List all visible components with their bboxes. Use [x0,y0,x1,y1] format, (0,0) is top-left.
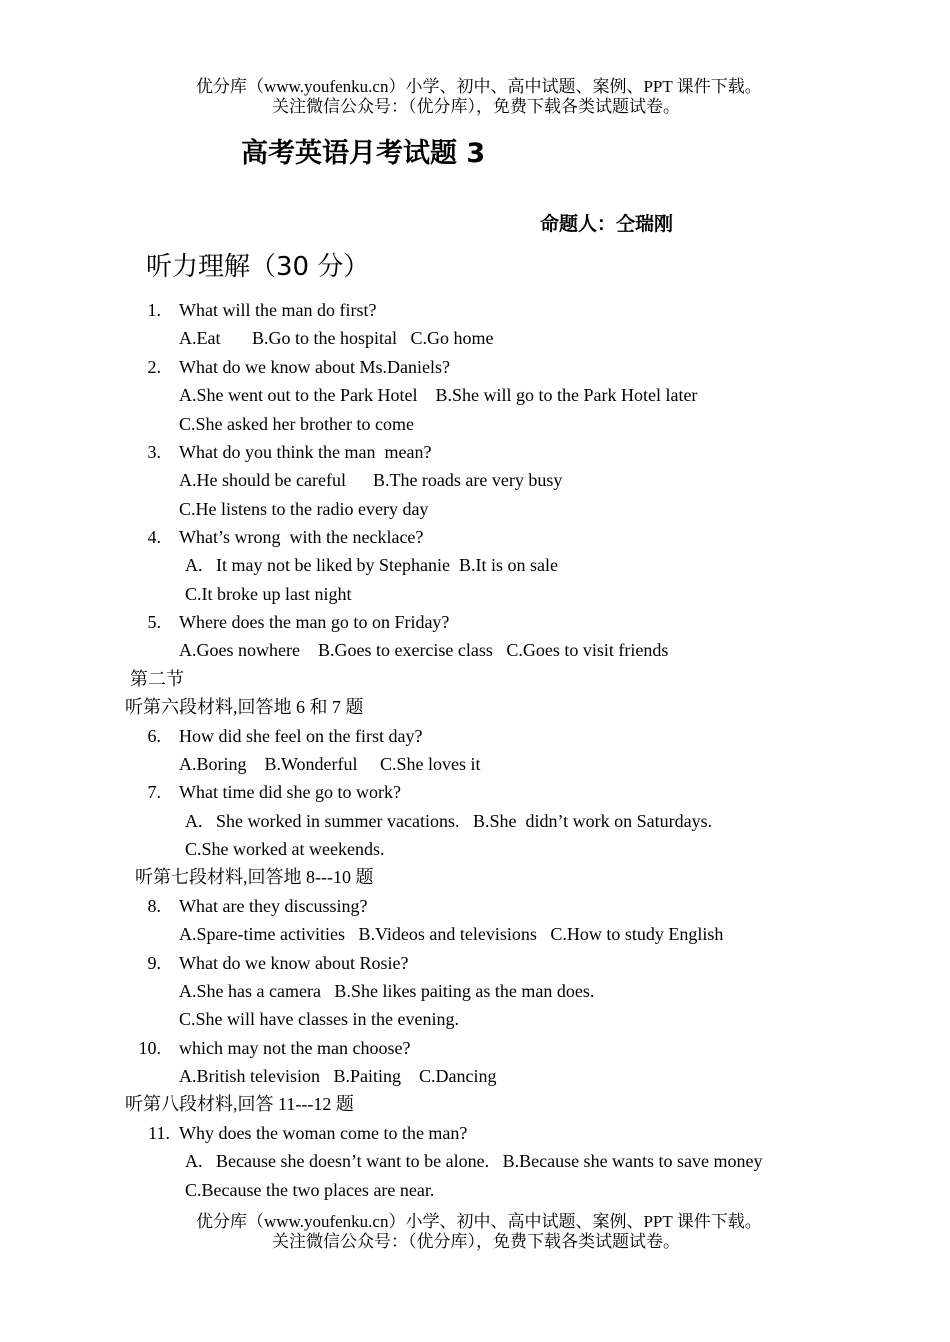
question-text: which may not the man choose? [179,1038,411,1058]
question-text: Why does the woman come to the man? [179,1123,468,1143]
question-text: What do you think the man mean? [179,442,432,462]
option-line: A. She worked in summer vacations. B.She didn’t work on Saturdays. [185,811,713,831]
option-line: A.She has a camera B.She likes paiting as the man does. [179,981,595,1001]
option-line: A.She went out to the Park Hotel B.She will go to the Park Hotel later [179,385,698,405]
header-line-2: 关注微信公众号：（优分库），免费下载各类试题试卷。 [272,97,680,116]
option-line: C.She will have classes in the evening. [179,1009,459,1029]
question-text: What time did she go to work? [179,782,401,802]
footer-line-1: 优分库（www.youfenku.cn）小学、初中、高中试题、案例、PPT 课件下载。 [196,1212,762,1231]
option-line: C.It broke up last night [185,584,352,604]
option-line: A. Because she doesn’t want to be alone. B.Because she wants to save money [185,1151,763,1171]
option-line: A.Spare-time activities B.Videos and televisions C.How to study English [179,924,724,944]
question-text: What’s wrong with the necklace? [179,527,424,547]
question-number: 3. [147,442,161,462]
author-line: 命题人：仝瑞刚 [540,213,674,235]
option-line: A.Boring B.Wonderful C.She loves it [179,754,481,774]
question-number: 9. [147,953,161,973]
page-title: 高考英语月考试题 3 [241,138,486,169]
question-number: 11. [148,1123,170,1143]
question-text: What do we know about Ms.Daniels? [179,357,450,377]
dialog-instruction: 听第七段材料,回答地 8---10 题 [135,867,374,887]
question-text: What do we know about Rosie? [179,953,409,973]
option-line: A.Goes nowhere B.Goes to exercise class C.Goes to visit friends [179,640,669,660]
option-line: C.He listens to the radio every day [179,499,429,519]
option-line: C.She worked at weekends. [185,839,385,859]
option-line: A.He should be careful B.The roads are very busy [179,470,563,490]
question-text: What will the man do first? [179,300,377,320]
question-number: 8. [147,896,161,916]
dialog-instruction: 听第六段材料,回答地 6 和 7 题 [125,697,364,717]
section-title: 听力理解（30 分） [146,252,370,282]
question-number: 1. [147,300,161,320]
subsection-heading: 第二节 [130,669,184,689]
option-line: A.Eat B.Go to the hospital C.Go home [179,328,494,348]
question-number: 2. [147,357,161,377]
option-line: C.She asked her brother to come [179,414,414,434]
question-number: 5. [147,612,161,632]
option-line: A.British television B.Paiting C.Dancing [179,1066,497,1086]
footer-line-2: 关注微信公众号：（优分库），免费下载各类试题试卷。 [272,1232,680,1251]
header-line-1: 优分库（www.youfenku.cn）小学、初中、高中试题、案例、PPT 课件下载。 [196,77,762,96]
question-number: 7. [147,782,161,802]
question-text: What are they discussing? [179,896,368,916]
option-line: A. It may not be liked by Stephanie B.It is on sale [185,555,558,575]
question-number: 6. [147,726,161,746]
question-number: 4. [147,527,161,547]
question-text: Where does the man go to on Friday? [179,612,450,632]
option-line: C.Because the two places are near. [185,1180,435,1200]
question-number: 10. [138,1038,161,1058]
question-text: How did she feel on the first day? [179,726,423,746]
dialog-instruction: 听第八段材料,回答 11---12 题 [125,1094,354,1114]
